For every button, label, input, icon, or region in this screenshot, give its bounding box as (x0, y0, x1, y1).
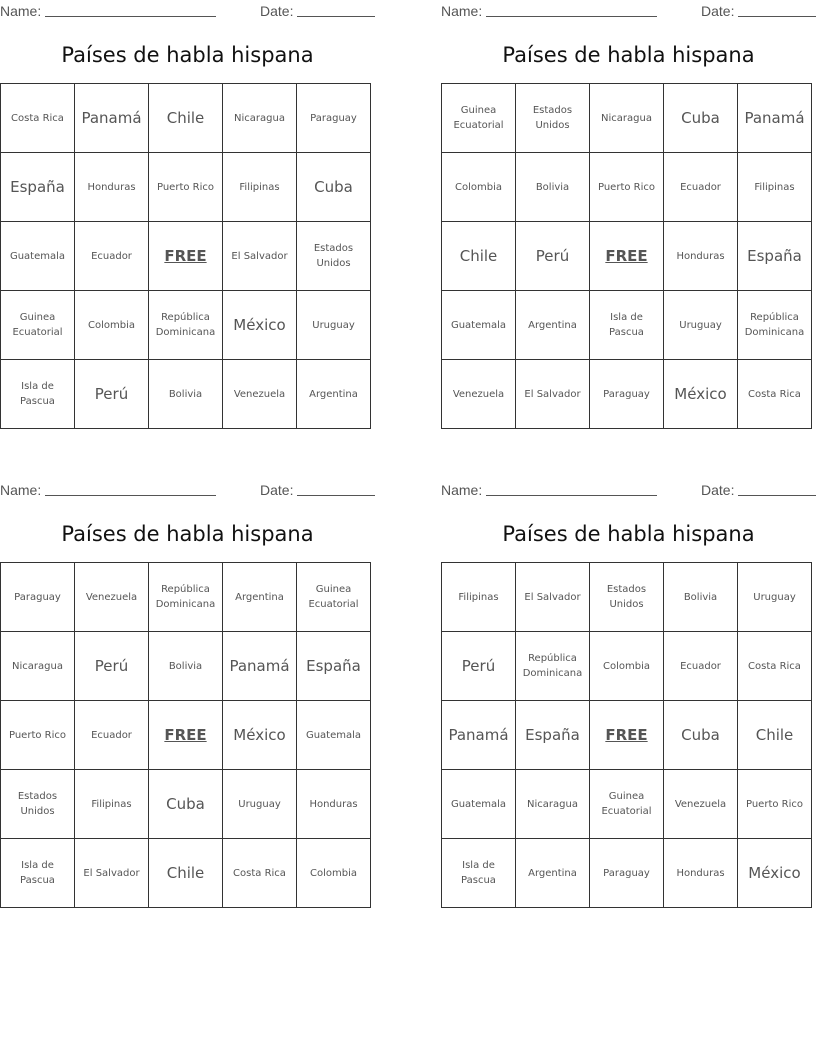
bingo-cell: Ecuador (664, 632, 738, 701)
bingo-cell: Perú (442, 632, 516, 701)
bingo-cell: Guatemala (442, 770, 516, 839)
bingo-grid (441, 562, 812, 908)
bingo-cell: Perú (75, 632, 149, 701)
bingo-cell: Ecuador (664, 153, 738, 222)
bingo-cell: Costa Rica (1, 84, 75, 153)
date-label: Date: (260, 3, 294, 19)
bingo-cell: México (223, 701, 297, 770)
bingo-cell: Cuba (664, 84, 738, 153)
bingo-cell: República Dominicana (149, 563, 223, 632)
date-line (738, 481, 816, 496)
date-label: Date: (701, 3, 735, 19)
bingo-cell: Perú (75, 360, 149, 429)
bingo-cell: Uruguay (738, 563, 812, 632)
name-label: Name: (441, 3, 483, 19)
bingo-cell: Cuba (149, 770, 223, 839)
bingo-cell: Colombia (442, 153, 516, 222)
bingo-cell: España (516, 701, 590, 770)
bingo-cell: Nicaragua (223, 84, 297, 153)
bingo-cell: Guatemala (1, 222, 75, 291)
bingo-cell: Honduras (664, 839, 738, 908)
bingo-cell: Venezuela (442, 360, 516, 429)
bingo-cell: Costa Rica (738, 632, 812, 701)
bingo-card-4 (441, 479, 816, 886)
bingo-cell: República Dominicana (738, 291, 812, 360)
bingo-card-1 (0, 0, 375, 407)
name-line (486, 481, 657, 496)
free-space: FREE (590, 701, 664, 770)
bingo-cell: Chile (149, 839, 223, 908)
date-line (297, 481, 375, 496)
bingo-cell: México (664, 360, 738, 429)
bingo-cell: Uruguay (297, 291, 371, 360)
bingo-cell: Puerto Rico (1, 701, 75, 770)
bingo-cell: Isla de Pascua (442, 839, 516, 908)
bingo-cell: México (223, 291, 297, 360)
bingo-cell: Guinea Ecuatorial (1, 291, 75, 360)
bingo-cell: Panamá (75, 84, 149, 153)
bingo-cell: Paraguay (1, 563, 75, 632)
bingo-cell: Cuba (297, 153, 371, 222)
card-title: Países de habla hispana (61, 43, 314, 67)
name-label: Name: (0, 482, 42, 498)
bingo-cell: Nicaragua (516, 770, 590, 839)
bingo-cell: República Dominicana (149, 291, 223, 360)
bingo-cell: España (1, 153, 75, 222)
bingo-cell: Panamá (223, 632, 297, 701)
card-header (0, 0, 375, 22)
date-label: Date: (701, 482, 735, 498)
bingo-cell: Puerto Rico (590, 153, 664, 222)
date-label: Date: (260, 482, 294, 498)
bingo-cell: Paraguay (590, 839, 664, 908)
bingo-cell: El Salvador (516, 563, 590, 632)
bingo-grid (0, 83, 371, 429)
bingo-cell: Perú (516, 222, 590, 291)
bingo-cell: Colombia (75, 291, 149, 360)
bingo-cell: Cuba (664, 701, 738, 770)
bingo-cell: Chile (442, 222, 516, 291)
card-header (0, 479, 375, 501)
bingo-cell: Argentina (516, 839, 590, 908)
card-title: Países de habla hispana (502, 522, 755, 546)
bingo-cell: Nicaragua (590, 84, 664, 153)
bingo-cell: Guinea Ecuatorial (297, 563, 371, 632)
bingo-cell: México (738, 839, 812, 908)
card-title: Países de habla hispana (502, 43, 755, 67)
card-header (441, 479, 816, 501)
card-title: Países de habla hispana (61, 522, 314, 546)
bingo-cell: Venezuela (223, 360, 297, 429)
free-space: FREE (590, 222, 664, 291)
bingo-cell: Colombia (590, 632, 664, 701)
bingo-card-3 (0, 479, 375, 886)
bingo-grid (441, 83, 812, 429)
bingo-cell: Isla de Pascua (590, 291, 664, 360)
bingo-cell: Guinea Ecuatorial (590, 770, 664, 839)
bingo-cell: España (297, 632, 371, 701)
date-line (738, 2, 816, 17)
bingo-cell: Venezuela (75, 563, 149, 632)
bingo-cell: Paraguay (590, 360, 664, 429)
bingo-cell: Nicaragua (1, 632, 75, 701)
bingo-cell: Panamá (738, 84, 812, 153)
bingo-cell: Honduras (664, 222, 738, 291)
bingo-cell: Isla de Pascua (1, 360, 75, 429)
name-line (45, 2, 216, 17)
bingo-cell: Colombia (297, 839, 371, 908)
bingo-cell: Ecuador (75, 222, 149, 291)
bingo-cell: Chile (738, 701, 812, 770)
bingo-cell: Uruguay (223, 770, 297, 839)
bingo-cell: Puerto Rico (149, 153, 223, 222)
bingo-cell: Argentina (297, 360, 371, 429)
bingo-cell: Filipinas (223, 153, 297, 222)
bingo-cell: Bolivia (149, 360, 223, 429)
free-space: FREE (149, 222, 223, 291)
bingo-cell: Bolivia (149, 632, 223, 701)
bingo-cell: Panamá (442, 701, 516, 770)
free-space: FREE (149, 701, 223, 770)
bingo-cell: Uruguay (664, 291, 738, 360)
bingo-cell: Filipinas (75, 770, 149, 839)
bingo-cell: Chile (149, 84, 223, 153)
bingo-cell: El Salvador (516, 360, 590, 429)
bingo-cell: Guatemala (442, 291, 516, 360)
bingo-cell: Costa Rica (738, 360, 812, 429)
bingo-cell: El Salvador (223, 222, 297, 291)
bingo-cell: Puerto Rico (738, 770, 812, 839)
date-line (297, 2, 375, 17)
bingo-grid (0, 562, 371, 908)
card-header (441, 0, 816, 22)
bingo-cell: Ecuador (75, 701, 149, 770)
bingo-cell: Argentina (516, 291, 590, 360)
bingo-cell: Honduras (297, 770, 371, 839)
bingo-cell: Paraguay (297, 84, 371, 153)
bingo-cell: Venezuela (664, 770, 738, 839)
bingo-cell: Isla de Pascua (1, 839, 75, 908)
bingo-cell: Guatemala (297, 701, 371, 770)
bingo-cell: España (738, 222, 812, 291)
bingo-cell: Filipinas (442, 563, 516, 632)
bingo-cell: Bolivia (664, 563, 738, 632)
bingo-cell: República Dominicana (516, 632, 590, 701)
bingo-cell: El Salvador (75, 839, 149, 908)
bingo-cell: Guinea Ecuatorial (442, 84, 516, 153)
bingo-cell: Bolivia (516, 153, 590, 222)
name-line (45, 481, 216, 496)
bingo-cell: Costa Rica (223, 839, 297, 908)
bingo-card-2 (441, 0, 816, 403)
name-label: Name: (441, 482, 483, 498)
bingo-cell: Estados Unidos (1, 770, 75, 839)
bingo-cell: Estados Unidos (516, 84, 590, 153)
bingo-cell: Estados Unidos (297, 222, 371, 291)
name-line (486, 2, 657, 17)
bingo-cell: Filipinas (738, 153, 812, 222)
name-label: Name: (0, 3, 42, 19)
bingo-cell: Estados Unidos (590, 563, 664, 632)
bingo-cell: Honduras (75, 153, 149, 222)
bingo-cell: Argentina (223, 563, 297, 632)
